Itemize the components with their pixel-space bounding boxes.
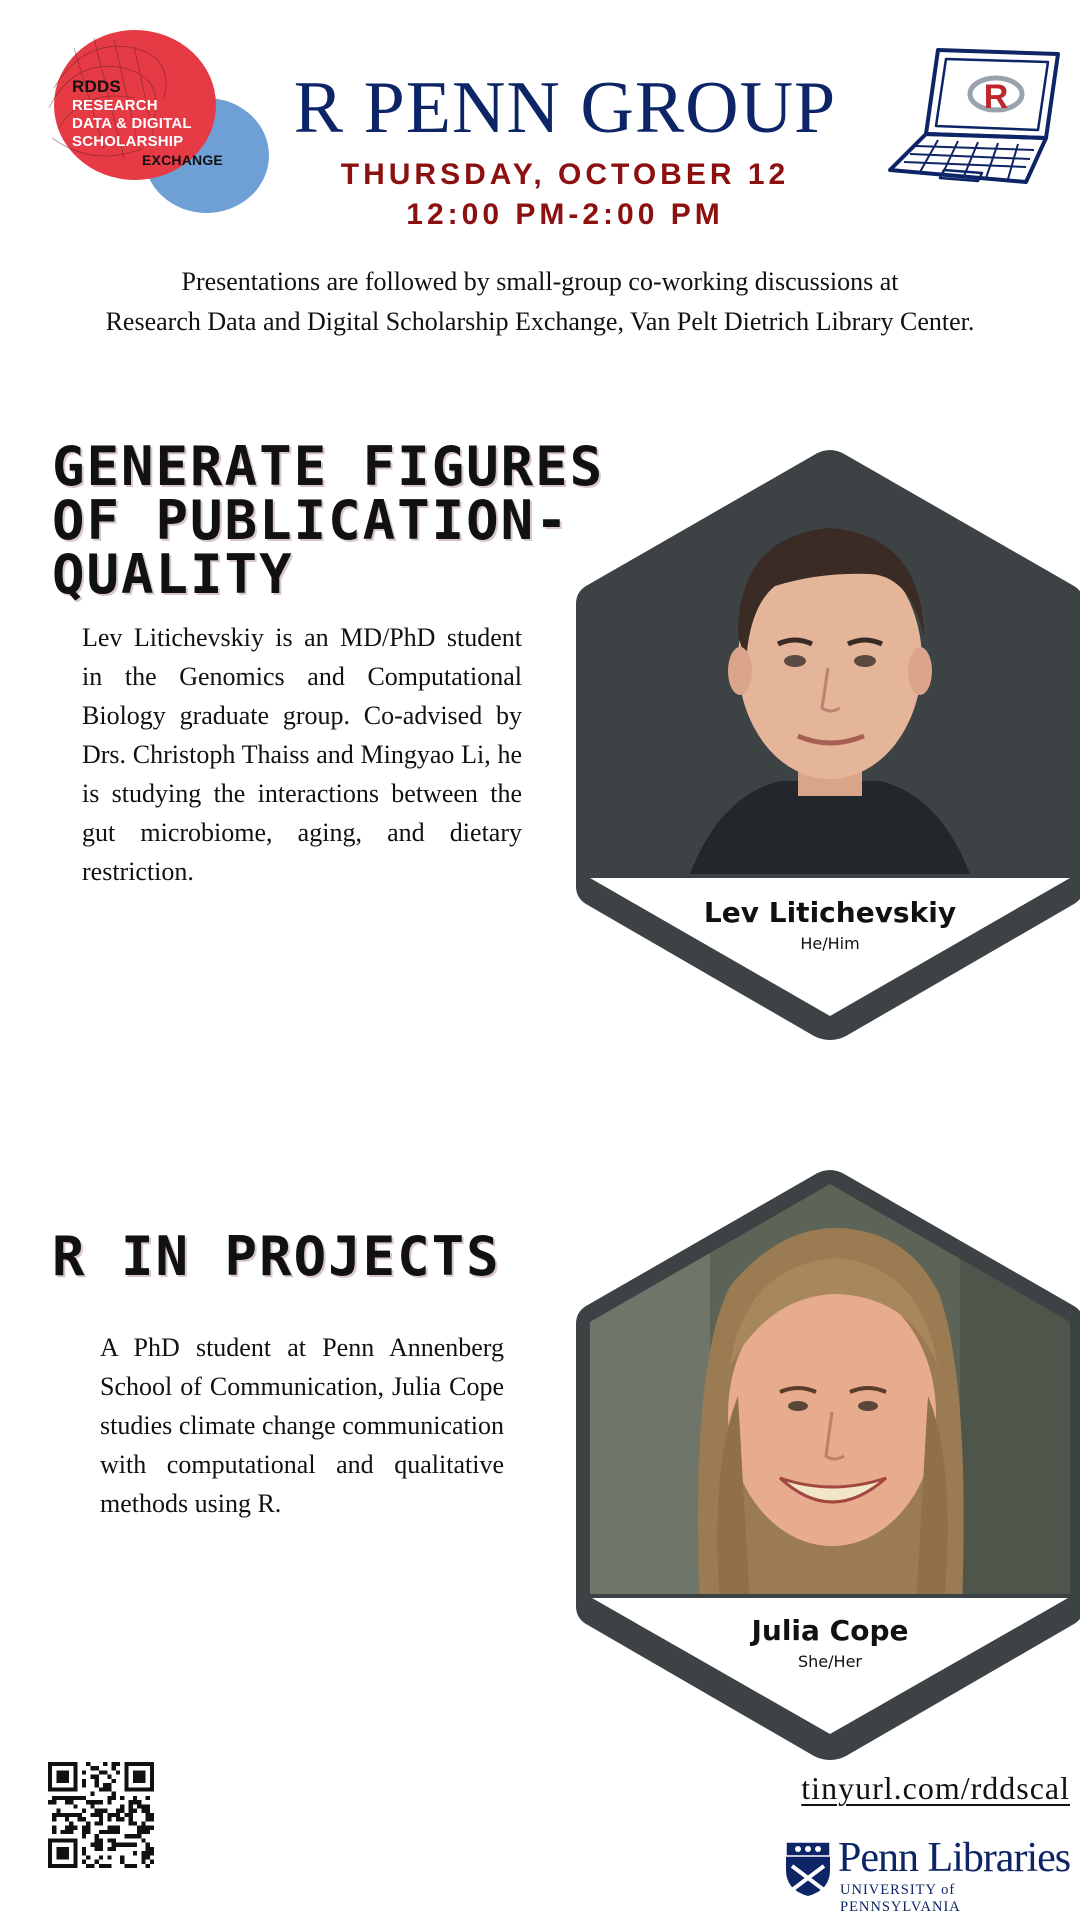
logo-text-scholarship: SCHOLARSHIP — [72, 133, 184, 150]
intro-line-2: Research Data and Digital Scholarship Exchange, Van Pelt Dietrich Library Center. — [105, 307, 975, 336]
logo-text-exchange: EXCHANGE — [142, 152, 223, 168]
laptop-icon — [886, 42, 1066, 187]
logo-text-rdds: RDDS — [72, 77, 121, 96]
penn-libraries-logo — [780, 1835, 1080, 1915]
logo-text-data-digital: DATA & DIGITAL — [72, 115, 192, 132]
speaker-2-photo — [570, 1166, 1080, 1606]
event-date: THURSDAY, OCTOBER 12 — [340, 158, 790, 191]
page-title: R PENN GROUP — [293, 67, 837, 149]
session-1-title-line-2: OF PUBLICATION- — [52, 489, 570, 552]
session-2-bio: A PhD student at Penn Annenberg School of Communication, Julia Cope studies climate change communication with computational and qualitative methods using R. — [100, 1333, 504, 1518]
session-1-title-line-1: GENERATE FIGURES — [52, 435, 605, 498]
session-2-title: R IN PROJECTS — [52, 1225, 501, 1288]
event-time: 12:00 PM-2:00 PM — [406, 198, 724, 231]
speaker-1-hex-portrait — [570, 446, 1080, 1046]
speaker-2-pronouns: She/Her — [798, 1652, 862, 1671]
r-logo-letter: R — [983, 78, 1009, 116]
penn-university-subtitle: UNIVERSITY of PENNSYLVANIA — [840, 1882, 961, 1915]
speaker-1-name: Lev Litichevskiy — [703, 896, 957, 929]
logo-text-research: RESEARCH — [72, 97, 158, 114]
calendar-link[interactable]: tinyurl.com/rddscal — [801, 1770, 1070, 1806]
session-1-title-line-3: QUALITY — [52, 543, 294, 606]
penn-shield-icon — [784, 1840, 832, 1898]
penn-libraries-wordmark: Penn Libraries — [838, 1835, 1071, 1881]
intro-line-1: Presentations are followed by small-group co-working discussions at — [181, 267, 899, 296]
speaker-2-name: Julia Cope — [751, 1614, 909, 1647]
speaker-1-pronouns: He/Him — [800, 934, 860, 953]
speaker-2-hex-portrait — [570, 1166, 1080, 1766]
intro-text — [40, 262, 1040, 342]
session-1-bio: Lev Litichevskiy is an MD/PhD student in the Genomics and Computational Biology graduate group. Co-advised by Drs. Christoph Thaiss and Mingyao Li, he is studying the interactions between the gut microbiome, aging, and dietary restriction. — [82, 623, 522, 886]
qr-code[interactable] — [48, 1762, 154, 1868]
